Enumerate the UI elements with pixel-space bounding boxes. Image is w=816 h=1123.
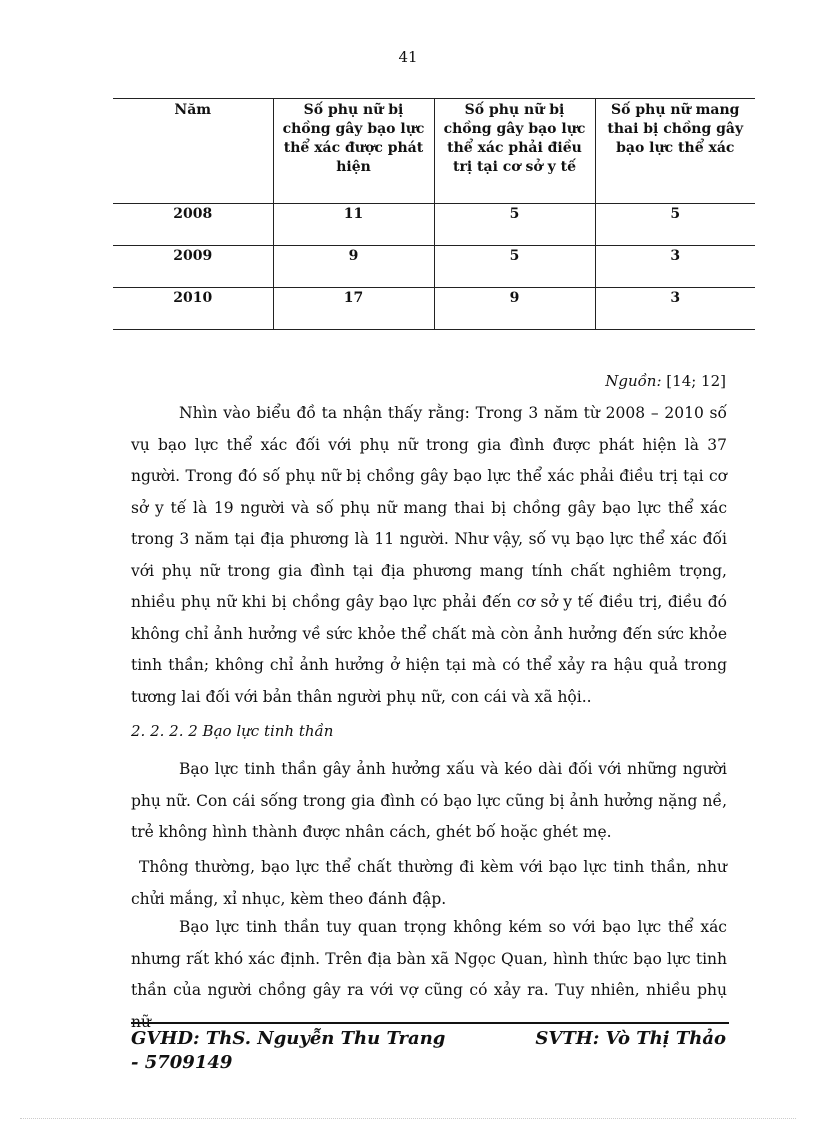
paragraph-hard-to-identify: Bạo lực tinh thần tuy quan trọng không kém so với bạo lực thể xác nhưng rất khó xác định. Trên địa bàn xã Ngọc Quan, hình thức bạo lực tinh thần của người chồng gây ra với vợ cũng có xảy ra. Tuy nhiên, nhiều phụ nữ (131, 918, 727, 1031)
paragraph-analysis: Nhìn vào biểu đồ ta nhận thấy rằng: Trong 3 năm từ 2008 – 2010 số vụ bạo lực thể xác đối với phụ nữ trong gia đình được phát hiện là 37 người. Trong đó số phụ nữ bị chồng gây bạo lực thể xác phải điều trị tại cơ sở y tế là 19 người và số phụ nữ mang thai bị chồng gây bạo lực thể xác trong 3 năm tại địa phương là 11 người. Như vậy, số vụ bạo lực thể xác đối với phụ nữ trong gia đình tại địa phương mang tính chất nghiêm trọng, nhiều phụ nữ khi bị chồng gây bạo lực phải đến cơ sở y tế điều trị, điều đó không chỉ ảnh hưởng về sức khỏe thể chất mà còn ảnh hưởng đến sức khỏe tinh thần; không chỉ ảnh hưởng ở hiện tại mà có thể xảy ra hậu quả trong tương lai đối với bản thân người phụ nữ, con cái và xã hội.. (131, 404, 727, 706)
page-bottom-border (20, 1118, 796, 1119)
table-row (113, 204, 755, 246)
statistics-table (113, 98, 755, 330)
table-cell: 3 (595, 246, 755, 288)
footer-student: SVTH: Vò Thị Thảo (535, 1028, 726, 1049)
table-header-treated: Số phụ nữ bị chồng gây bạo lực thể xác phải điều trị tại cơ sở y tế (434, 99, 595, 204)
table-header-detected: Số phụ nữ bị chồng gây bạo lực thể xác được phát hiện (273, 99, 434, 204)
source-citation (605, 372, 726, 390)
table-header-row (113, 99, 755, 204)
table-cell: 11 (273, 204, 434, 246)
footer-divider (131, 1022, 729, 1024)
table-cell: 9 (434, 288, 595, 330)
table-cell: 5 (434, 246, 595, 288)
footer-supervisor (131, 1027, 445, 1075)
footer-supervisor-id: - 5709149 (131, 1052, 233, 1073)
section-heading: 2. 2. 2. 2 Bạo lực tinh thần (131, 722, 334, 740)
page-number: 41 (398, 48, 418, 66)
table-header-pregnant: Số phụ nữ mang thai bị chồng gây bạo lực thể xác (595, 99, 755, 204)
table-row (113, 246, 755, 288)
table-cell: 2009 (113, 246, 273, 288)
table-cell: 5 (595, 204, 755, 246)
table-cell: 17 (273, 288, 434, 330)
table-cell: 3 (595, 288, 755, 330)
table-cell: 2010 (113, 288, 273, 330)
table-cell: 9 (273, 246, 434, 288)
source-label: Nguồn: (605, 372, 662, 390)
source-ref: [14; 12] (666, 372, 726, 390)
paragraph-physical-with-mental: Thông thường, bạo lực thể chất thường đi kèm với bạo lực tinh thần, như chửi mắng, xỉ nhục, kèm theo đánh đập. (131, 858, 727, 908)
table-cell: 2008 (113, 204, 273, 246)
table-cell: 5 (434, 204, 595, 246)
footer-supervisor-name: GVHD: ThS. Nguyễn Thu Trang (131, 1028, 446, 1049)
table-row (113, 288, 755, 330)
table-header-year: Năm (113, 99, 273, 204)
paragraph-mental-violence: Bạo lực tinh thần gây ảnh hưởng xấu và kéo dài đối với những người phụ nữ. Con cái sống trong gia đình có bạo lực cũng bị ảnh hưởng nặng nề, trẻ không hình thành được nhân cách, ghét bố hoặc ghét mẹ. (131, 760, 727, 841)
